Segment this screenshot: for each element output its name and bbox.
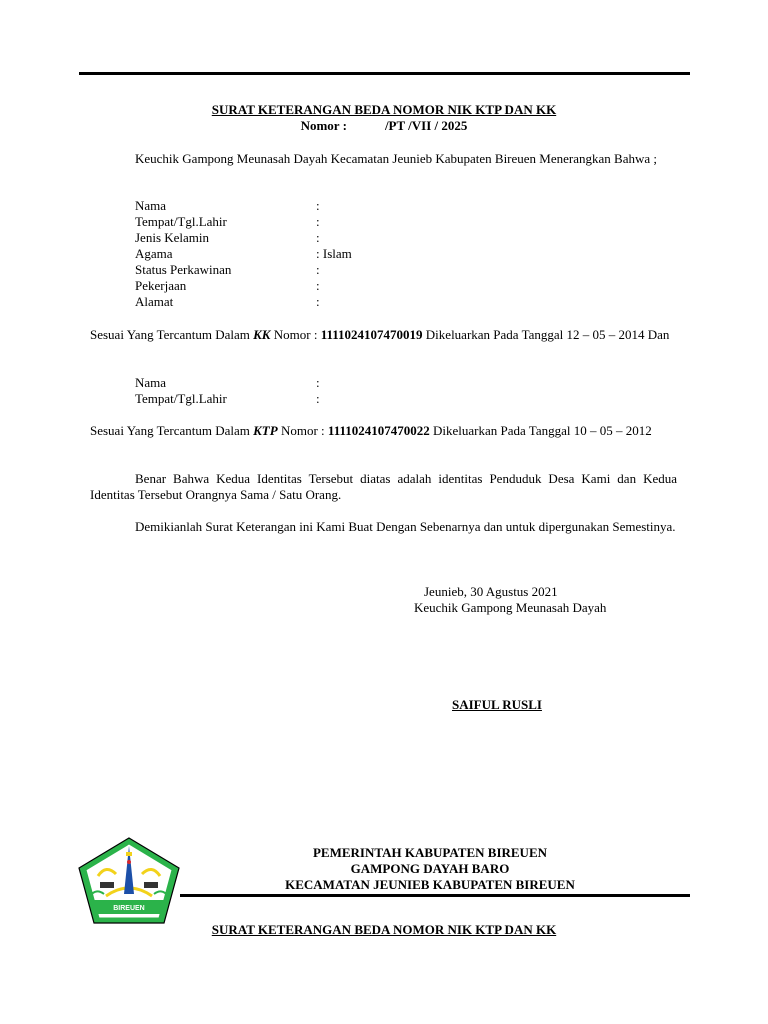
- field-label: Agama: [135, 246, 173, 261]
- nomor-value: /PT /VII / 2025: [384, 118, 468, 133]
- field-value: :: [316, 391, 320, 406]
- nomor-label: Nomor :: [300, 118, 347, 133]
- ktp-doc: KTP: [253, 423, 278, 438]
- kk-statement: [90, 327, 677, 343]
- field-value: : Islam: [316, 246, 352, 261]
- ktp-mid: Nomor :: [277, 423, 328, 438]
- kop-rule: [180, 894, 690, 897]
- field-label: Nama: [135, 375, 167, 390]
- intro-paragraph: Keuchik Gampong Meunasah Dayah Kecamatan Jeunieb Kabupaten Bireuen Menerangkan Bahwa ;: [135, 151, 657, 166]
- top-rule: [79, 72, 690, 75]
- paragraph-demikian: Demikianlah Surat Keterangan ini Kami Buat Dengan Sebenarnya dan untuk dipergunakan Semestinya.: [135, 519, 676, 534]
- field-value: :: [316, 294, 320, 309]
- document-number: [0, 118, 768, 134]
- field-label: Pekerjaan: [135, 278, 187, 293]
- kop-line-3: KECAMATAN JEUNIEB KABUPATEN BIREUEN: [285, 877, 575, 892]
- field-value: :: [316, 375, 320, 390]
- field-label: Nama: [135, 198, 167, 213]
- logo-text: BIREUEN: [113, 905, 145, 912]
- field-label: Status Perkawinan: [135, 262, 232, 277]
- ktp-statement: [90, 423, 677, 439]
- ktp-number: 1111024107470022: [327, 423, 430, 438]
- field-label: Tempat/Tgl.Lahir: [135, 214, 227, 229]
- signature-block: [414, 584, 654, 616]
- document-title: SURAT KETERANGAN BEDA NOMOR NIK KTP DAN KK: [211, 102, 557, 117]
- signature-position: Keuchik Gampong Meunasah Dayah: [414, 600, 607, 615]
- ktp-prefix: Sesuai Yang Tercantum Dalam: [90, 423, 254, 438]
- kk-suffix: Dikeluarkan Pada Tanggal 12 – 05 – 2014 Dan: [422, 327, 670, 342]
- kop-line-2: GAMPONG DAYAH BARO: [350, 861, 510, 876]
- kk-mid: Nomor :: [270, 327, 321, 342]
- field-label: Alamat: [135, 294, 174, 309]
- field-value: :: [316, 198, 320, 213]
- kop-line-1: PEMERINTAH KABUPATEN BIREUEN: [312, 845, 548, 860]
- field-value: :: [316, 214, 320, 229]
- signature-place-date: Jeunieb, 30 Agustus 2021: [424, 584, 558, 599]
- field-value: :: [316, 230, 320, 245]
- field-value: :: [316, 278, 320, 293]
- field-value: :: [316, 262, 320, 277]
- document-title-2: SURAT KETERANGAN BEDA NOMOR NIK KTP DAN KK: [211, 922, 557, 937]
- ktp-suffix: Dikeluarkan Pada Tanggal 10 – 05 – 2012: [429, 423, 652, 438]
- signature-name: SAIFUL RUSLI: [452, 697, 542, 712]
- kk-prefix: Sesuai Yang Tercantum Dalam: [90, 327, 254, 342]
- field-label: Jenis Kelamin: [135, 230, 210, 245]
- paragraph-benar: Benar Bahwa Kedua Identitas Tersebut diatas adalah identitas Penduduk Desa Kami dan Kedua Identitas Tersebut Orangnya Sama / Satu Orang.: [90, 471, 677, 502]
- kk-doc: KK: [253, 327, 271, 342]
- bireuen-logo-icon: [76, 836, 182, 926]
- kk-number: 1111024107470019: [320, 327, 423, 342]
- field-label: Tempat/Tgl.Lahir: [135, 391, 227, 406]
